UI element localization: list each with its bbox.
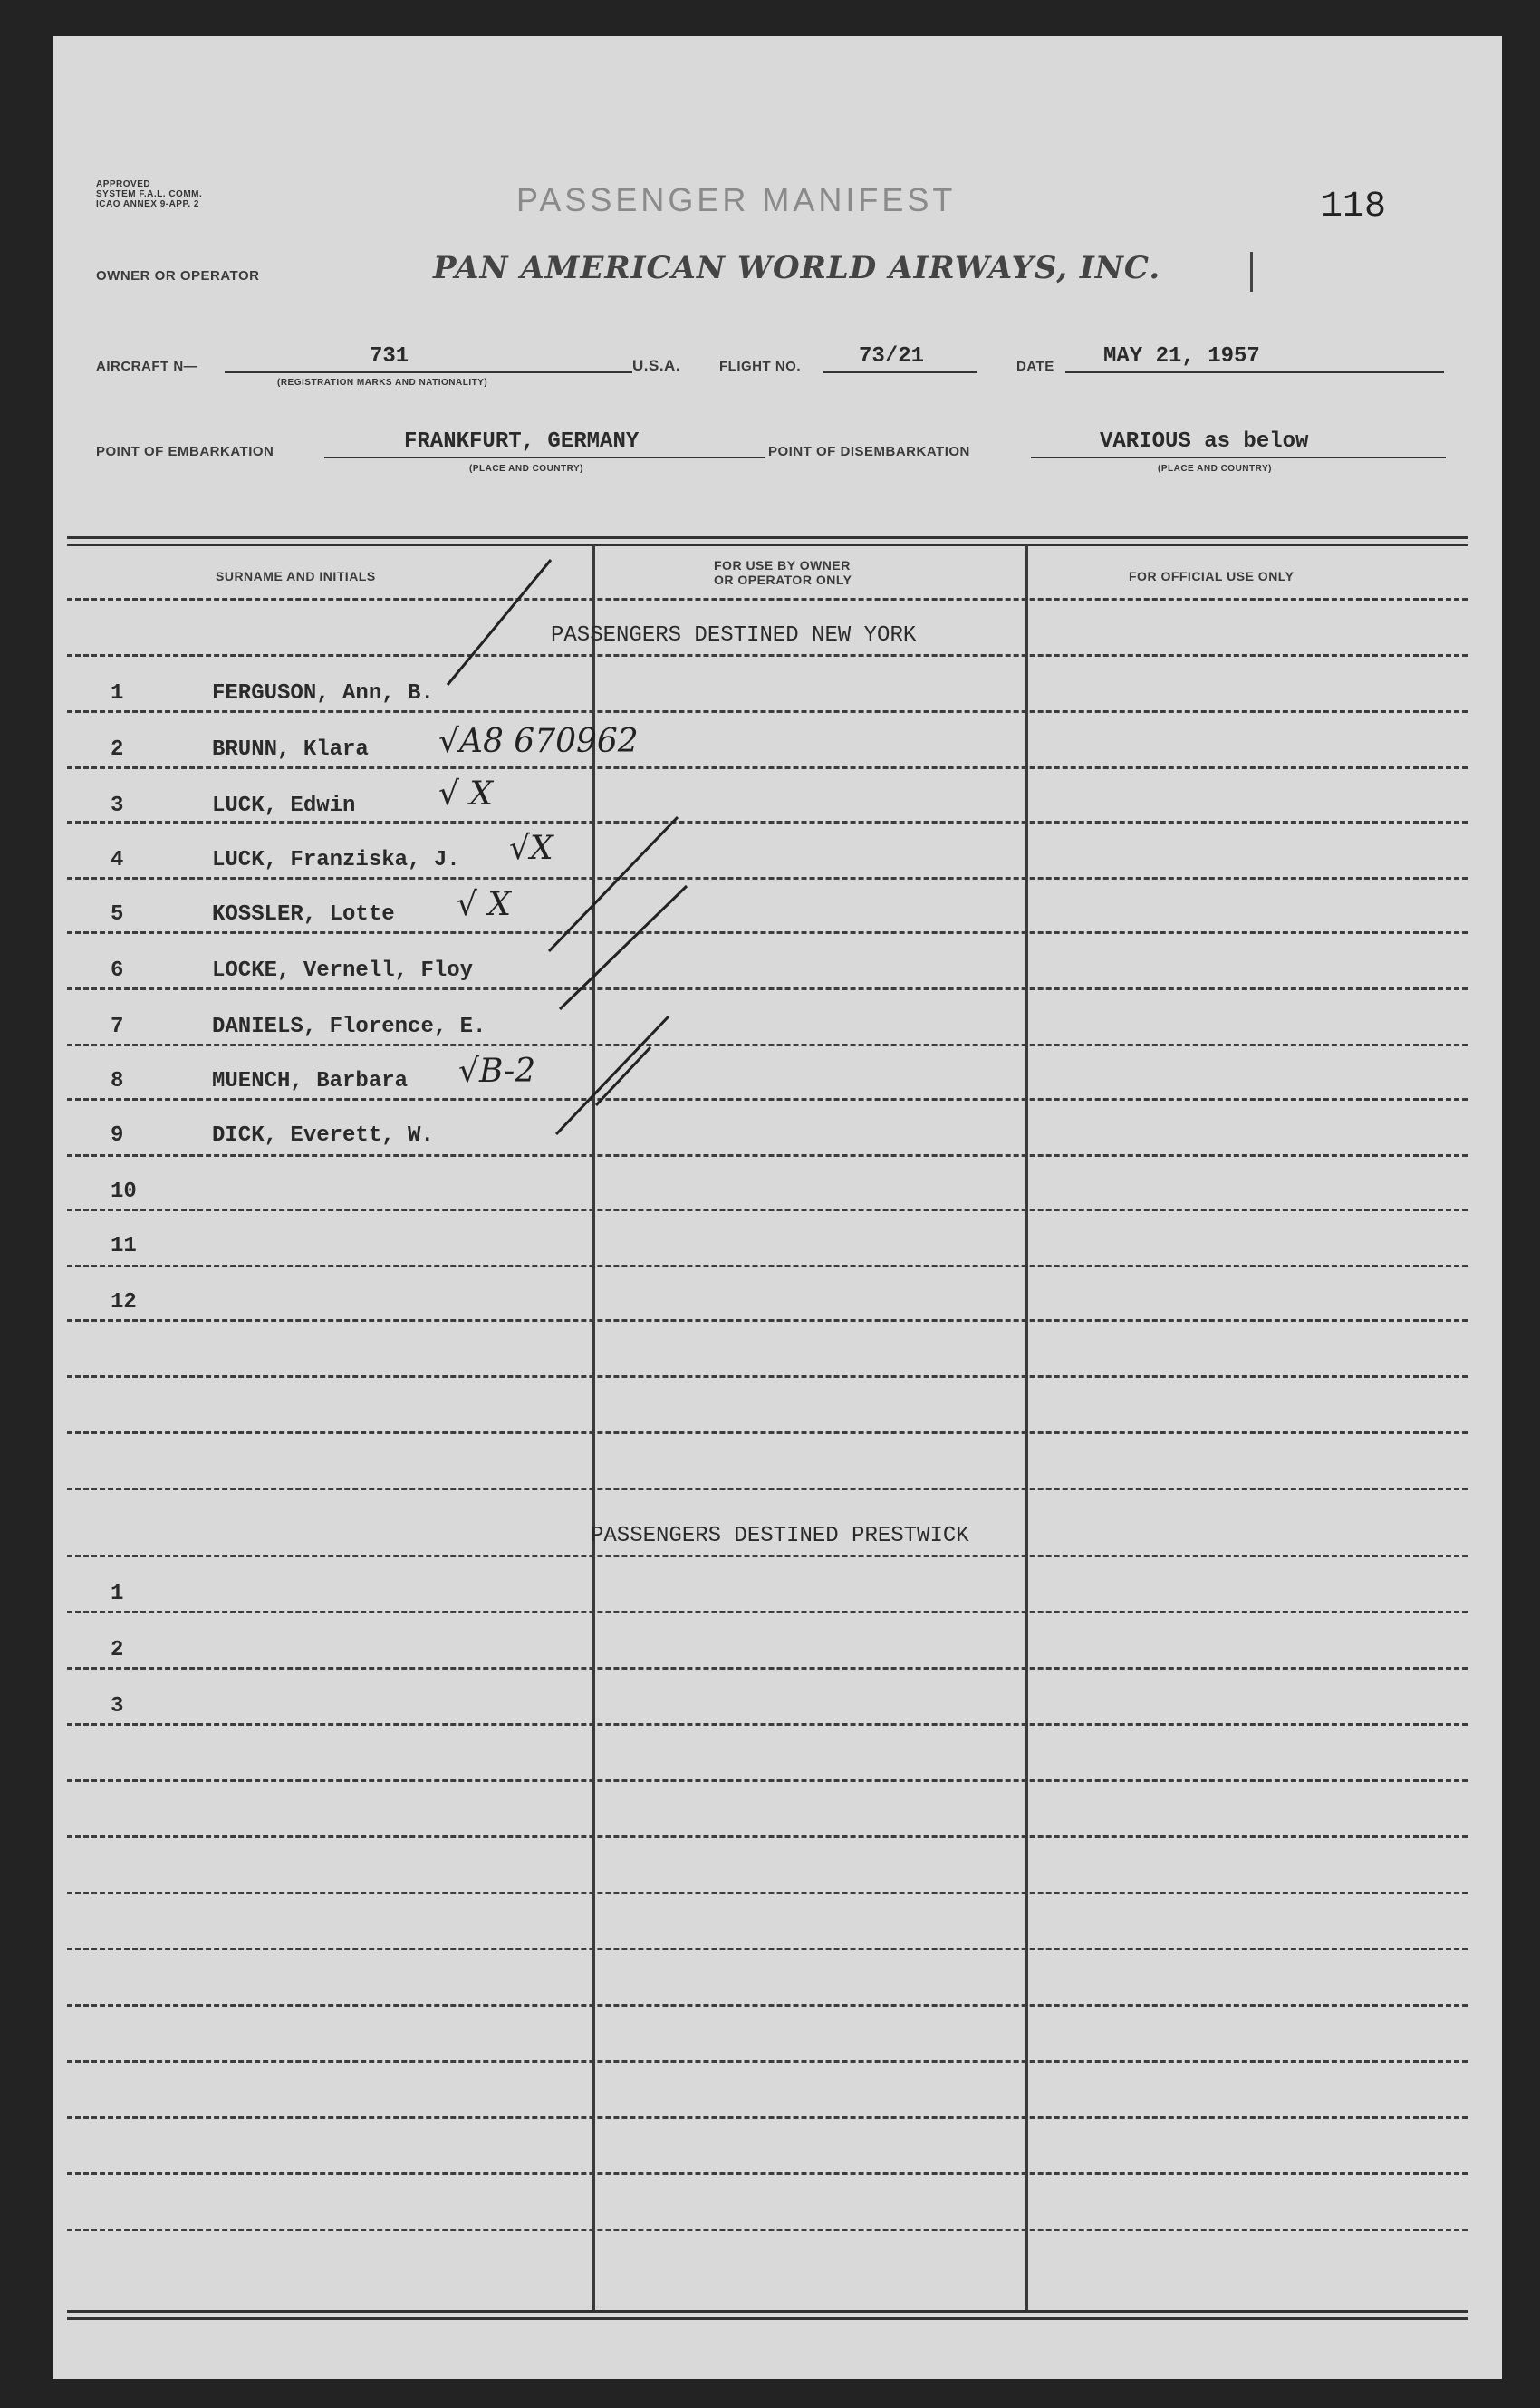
row-number: 2 (111, 737, 124, 762)
pen-stroke (596, 1047, 650, 1105)
handwritten-note: √X (509, 830, 553, 867)
owner-use-line: OR OPERATOR ONLY (714, 573, 852, 587)
handwritten-note: √B-2 (458, 1053, 536, 1090)
pen-stroke (560, 886, 687, 1009)
passenger-name: MUENCH, Barbara (212, 1069, 409, 1093)
row-number: 7 (111, 1015, 124, 1039)
aircraft-value: 731 (370, 344, 409, 369)
surname-header: SURNAME AND INITIALS (216, 569, 376, 583)
owner-label: OWNER OR OPERATOR (96, 268, 260, 284)
official-use-header: FOR OFFICIAL USE ONLY (1129, 569, 1295, 583)
row-number: 1 (111, 681, 124, 706)
row-number: 12 (111, 1290, 137, 1315)
manifest-title: PASSENGER MANIFEST (516, 181, 957, 218)
owner-use-line: FOR USE BY OWNER (714, 558, 851, 573)
row-number: 6 (111, 958, 124, 983)
embark-label: POINT OF EMBARKATION (96, 444, 274, 459)
embark-value: FRANKFURT, GERMANY (404, 429, 640, 454)
row-number: 9 (111, 1123, 124, 1148)
pen-stroke (549, 817, 678, 951)
embark-caption: (PLACE AND COUNTRY) (469, 464, 583, 474)
row-number: 3 (111, 1694, 124, 1719)
passenger-name: LUCK, Edwin (212, 794, 356, 818)
handwritten-strokes (53, 36, 1502, 2379)
passenger-name: DANIELS, Florence, E. (212, 1015, 486, 1039)
date-label: DATE (1016, 359, 1054, 374)
date-value: MAY 21, 1957 (1103, 344, 1260, 369)
handwritten-note: √A8 670962 (438, 723, 639, 760)
page-number: 118 (1321, 187, 1387, 227)
aircraft-caption: (REGISTRATION MARKS AND NATIONALITY) (277, 378, 488, 388)
passenger-name: LOCKE, Vernell, Floy (212, 958, 474, 983)
approved-line: SYSTEM F.A.L. COMM. (96, 189, 203, 199)
flight-value: 73/21 (859, 344, 925, 369)
passenger-name: DICK, Everett, W. (212, 1123, 434, 1148)
row-number: 8 (111, 1069, 124, 1093)
handwritten-note: √ X (457, 886, 512, 923)
passenger-name: LUCK, Franziska, J. (212, 848, 460, 872)
section1-heading: PASSENGERS DESTINED NEW YORK (551, 623, 917, 648)
passenger-name: FERGUSON, Ann, B. (212, 681, 434, 706)
section2-heading: PASSENGERS DESTINED PRESTWICK (591, 1524, 969, 1548)
disembark-value: VARIOUS as below (1100, 429, 1309, 454)
row-number: 5 (111, 902, 124, 927)
disembark-caption: (PLACE AND COUNTRY) (1158, 464, 1272, 474)
usa-label: U.S.A. (632, 357, 681, 374)
pen-stroke (556, 1016, 669, 1134)
row-number: 10 (111, 1180, 137, 1204)
aircraft-label: AIRCRAFT N— (96, 359, 198, 374)
row-number: 2 (111, 1638, 124, 1662)
flight-label: FLIGHT NO. (719, 359, 801, 374)
row-number: 3 (111, 794, 124, 818)
passenger-name: KOSSLER, Lotte (212, 902, 395, 927)
row-number: 1 (111, 1582, 124, 1606)
handwritten-note: √ X (438, 775, 494, 813)
row-number: 4 (111, 848, 124, 872)
disembark-label: POINT OF DISEMBARKATION (768, 444, 970, 459)
pen-stroke (448, 560, 551, 685)
approved-line: APPROVED (96, 179, 151, 189)
approved-line: ICAO ANNEX 9-APP. 2 (96, 199, 199, 209)
passenger-name: BRUNN, Klara (212, 737, 369, 762)
manifest-sheet (53, 36, 1502, 2379)
owner-value: PAN AMERICAN WORLD AIRWAYS, INC. (433, 250, 1161, 286)
row-number: 11 (111, 1234, 137, 1258)
